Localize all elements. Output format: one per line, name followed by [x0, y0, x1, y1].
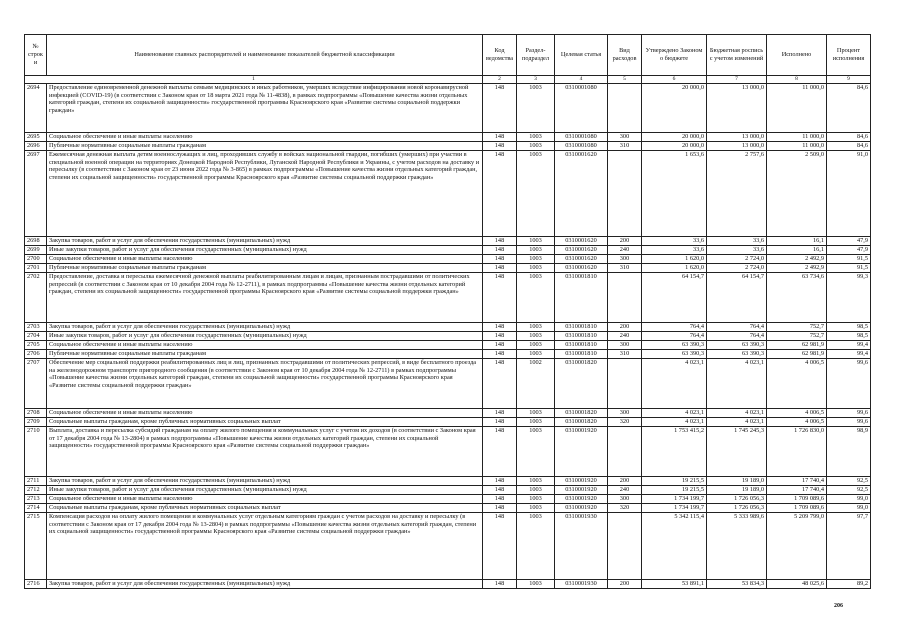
table-row — [25, 427, 871, 477]
row-target-article: 0310001620 — [555, 264, 608, 273]
row-percent: 99,6 — [827, 418, 871, 427]
row-number: 2697 — [25, 151, 47, 237]
row-approved: 4 023,1 — [642, 409, 707, 418]
row-executed: 1 709 089,6 — [767, 495, 827, 504]
row-name: Закупка товаров, работ и услуг для обеспечения государственных (муниципальных) нужд — [47, 477, 483, 486]
row-department-code: 148 — [483, 255, 517, 264]
row-target-article: 0310001920 — [555, 495, 608, 504]
row-executed: 1 726 830,0 — [767, 427, 827, 477]
row-executed: 752,7 — [767, 323, 827, 332]
table-row — [25, 264, 871, 273]
row-approved: 19 215,5 — [642, 477, 707, 486]
row-department-code: 148 — [483, 477, 517, 486]
row-number: 2712 — [25, 486, 47, 495]
row-number: 2707 — [25, 359, 47, 409]
column-number: 8 — [767, 76, 827, 84]
row-percent: 99,6 — [827, 409, 871, 418]
row-number: 2700 — [25, 255, 47, 264]
row-section: 1003 — [517, 495, 555, 504]
row-budget: 5 333 989,6 — [707, 513, 767, 580]
row-section: 1003 — [517, 580, 555, 589]
row-expense-type: 200 — [608, 323, 642, 332]
row-name: Социальные выплаты гражданам, кроме публичных нормативных социальных выплат — [47, 504, 483, 513]
row-executed: 4 006,5 — [767, 409, 827, 418]
row-department-code: 148 — [483, 84, 517, 133]
row-number: 2713 — [25, 495, 47, 504]
page-number: 206 — [834, 603, 843, 609]
row-executed: 2 509,0 — [767, 151, 827, 237]
column-number: 6 — [642, 76, 707, 84]
row-department-code: 148 — [483, 273, 517, 323]
column-number: 7 — [707, 76, 767, 84]
row-percent: 99,0 — [827, 504, 871, 513]
row-expense-type: 310 — [608, 264, 642, 273]
row-expense-type: 310 — [608, 350, 642, 359]
row-department-code: 148 — [483, 142, 517, 151]
row-target-article: 0310001820 — [555, 418, 608, 427]
row-expense-type — [608, 151, 642, 237]
row-budget: 1 745 245,3 — [707, 427, 767, 477]
row-budget: 764,4 — [707, 323, 767, 332]
row-target-article: 0310001810 — [555, 273, 608, 323]
row-number: 2715 — [25, 513, 47, 580]
table-row — [25, 151, 871, 237]
row-executed: 5 209 799,0 — [767, 513, 827, 580]
row-number: 2714 — [25, 504, 47, 513]
row-budget: 53 834,3 — [707, 580, 767, 589]
row-executed: 48 025,6 — [767, 580, 827, 589]
table-row — [25, 486, 871, 495]
row-expense-type — [608, 84, 642, 133]
row-target-article: 0310001620 — [555, 237, 608, 246]
row-percent: 47,9 — [827, 237, 871, 246]
row-executed: 63 734,6 — [767, 273, 827, 323]
row-budget: 33,6 — [707, 237, 767, 246]
row-department-code: 148 — [483, 359, 517, 409]
row-department-code: 148 — [483, 580, 517, 589]
header-name: Наименование главных распорядителей и наименование показателей бюджетной классификации — [47, 35, 483, 76]
row-approved: 1 753 415,2 — [642, 427, 707, 477]
row-number: 2701 — [25, 264, 47, 273]
row-percent: 89,2 — [827, 580, 871, 589]
row-target-article: 0310001810 — [555, 350, 608, 359]
row-name: Публичные нормативные социальные выплаты гражданам — [47, 142, 483, 151]
row-executed: 2 492,9 — [767, 264, 827, 273]
header-section: Раздел-подраздел — [517, 35, 555, 76]
row-executed: 62 981,9 — [767, 350, 827, 359]
row-section: 1003 — [517, 133, 555, 142]
row-executed: 11 000,0 — [767, 142, 827, 151]
row-approved: 764,4 — [642, 332, 707, 341]
row-expense-type: 300 — [608, 409, 642, 418]
row-target-article: 0310001930 — [555, 580, 608, 589]
row-approved: 1 653,6 — [642, 151, 707, 237]
row-name: Социальные выплаты гражданам, кроме публичных нормативных социальных выплат — [47, 418, 483, 427]
row-number: 2695 — [25, 133, 47, 142]
row-name: Выплата, доставка и пересылка субсидий гражданам на оплату жилого помещения и коммунальных услуг с учетом их доходов (в соответствии с Законом края от 17 декабря 2004 года № 13-2804) в рамках подпрограммы «Повышение качества жизни отдельных категорий граждан, степени их социальной защищенности» государственной программы Красноярского края «Развитие системы социальной поддержки граждан» — [47, 427, 483, 477]
row-budget: 19 189,0 — [707, 486, 767, 495]
row-percent: 84,6 — [827, 133, 871, 142]
row-target-article: 0310001620 — [555, 255, 608, 264]
row-expense-type: 320 — [608, 418, 642, 427]
row-budget: 13 000,0 — [707, 142, 767, 151]
row-department-code: 148 — [483, 237, 517, 246]
row-name: Социальное обеспечение и иные выплаты населению — [47, 409, 483, 418]
row-number: 2708 — [25, 409, 47, 418]
column-number: 4 — [555, 76, 608, 84]
row-department-code: 148 — [483, 151, 517, 237]
row-percent: 84,6 — [827, 142, 871, 151]
column-number: 5 — [608, 76, 642, 84]
row-approved: 1 620,0 — [642, 264, 707, 273]
row-percent: 91,5 — [827, 264, 871, 273]
table-row — [25, 341, 871, 350]
row-section: 1003 — [517, 246, 555, 255]
row-approved: 764,4 — [642, 323, 707, 332]
row-executed: 16,1 — [767, 237, 827, 246]
row-section: 1003 — [517, 151, 555, 237]
row-section: 1003 — [517, 255, 555, 264]
row-department-code: 148 — [483, 427, 517, 477]
row-executed: 752,7 — [767, 332, 827, 341]
row-percent: 92,5 — [827, 486, 871, 495]
row-percent: 97,7 — [827, 513, 871, 580]
row-expense-type: 300 — [608, 133, 642, 142]
row-executed: 62 981,9 — [767, 341, 827, 350]
row-name: Публичные нормативные социальные выплаты гражданам — [47, 350, 483, 359]
row-percent: 47,9 — [827, 246, 871, 255]
row-target-article: 0310001620 — [555, 151, 608, 237]
row-target-article: 0310001820 — [555, 359, 608, 409]
row-budget: 63 390,3 — [707, 350, 767, 359]
row-approved: 33,6 — [642, 246, 707, 255]
row-approved: 4 023,1 — [642, 359, 707, 409]
row-percent: 99,3 — [827, 273, 871, 323]
row-executed: 11 000,0 — [767, 133, 827, 142]
row-approved: 64 154,7 — [642, 273, 707, 323]
row-section: 1003 — [517, 237, 555, 246]
header-type: Вид расходов — [608, 35, 642, 76]
row-section: 1003 — [517, 409, 555, 418]
row-percent: 98,9 — [827, 427, 871, 477]
column-number: 9 — [827, 76, 871, 84]
row-department-code: 148 — [483, 409, 517, 418]
row-approved: 19 215,5 — [642, 486, 707, 495]
row-approved: 20 000,0 — [642, 133, 707, 142]
header-target: Целевая статья — [555, 35, 608, 76]
row-name: Социальное обеспечение и иные выплаты населению — [47, 133, 483, 142]
row-percent: 99,4 — [827, 350, 871, 359]
table-row — [25, 323, 871, 332]
row-number: 2694 — [25, 84, 47, 133]
table-row — [25, 350, 871, 359]
row-number: 2703 — [25, 323, 47, 332]
row-department-code: 148 — [483, 504, 517, 513]
row-section: 1003 — [517, 504, 555, 513]
row-approved: 1 734 199,7 — [642, 495, 707, 504]
row-department-code: 148 — [483, 341, 517, 350]
table-row — [25, 237, 871, 246]
row-section: 1003 — [517, 341, 555, 350]
row-percent: 99,0 — [827, 495, 871, 504]
row-target-article: 0310001080 — [555, 142, 608, 151]
row-percent: 91,5 — [827, 255, 871, 264]
row-expense-type: 200 — [608, 237, 642, 246]
row-budget: 13 000,0 — [707, 84, 767, 133]
row-executed: 17 740,4 — [767, 486, 827, 495]
row-department-code: 148 — [483, 418, 517, 427]
row-expense-type: 300 — [608, 255, 642, 264]
row-target-article: 0310001920 — [555, 504, 608, 513]
row-number: 2704 — [25, 332, 47, 341]
row-budget: 2 724,0 — [707, 264, 767, 273]
table-header — [25, 35, 871, 76]
row-number: 2709 — [25, 418, 47, 427]
row-target-article: 0310001810 — [555, 332, 608, 341]
row-expense-type: 200 — [608, 580, 642, 589]
row-budget: 13 000,0 — [707, 133, 767, 142]
row-budget: 19 189,0 — [707, 477, 767, 486]
table-row — [25, 84, 871, 133]
row-section: 1003 — [517, 264, 555, 273]
column-number: 3 — [517, 76, 555, 84]
row-approved: 53 891,1 — [642, 580, 707, 589]
header-percent: Процент исполнения — [827, 35, 871, 76]
row-executed: 2 492,9 — [767, 255, 827, 264]
row-percent: 99,4 — [827, 341, 871, 350]
row-expense-type: 320 — [608, 504, 642, 513]
row-executed: 16,1 — [767, 246, 827, 255]
row-target-article: 0310001080 — [555, 84, 608, 133]
column-number: 2 — [483, 76, 517, 84]
row-section: 1003 — [517, 323, 555, 332]
row-target-article: 0310001620 — [555, 246, 608, 255]
row-section: 1003 — [517, 273, 555, 323]
row-expense-type: 240 — [608, 332, 642, 341]
row-section: 1003 — [517, 477, 555, 486]
table-row — [25, 477, 871, 486]
row-budget: 4 023,1 — [707, 359, 767, 409]
table-row — [25, 142, 871, 151]
row-department-code: 148 — [483, 495, 517, 504]
row-budget: 1 726 056,3 — [707, 504, 767, 513]
row-name: Социальное обеспечение и иные выплаты населению — [47, 341, 483, 350]
row-department-code: 148 — [483, 486, 517, 495]
table-row — [25, 255, 871, 264]
row-number: 2696 — [25, 142, 47, 151]
table-row — [25, 332, 871, 341]
row-section: 1003 — [517, 486, 555, 495]
row-department-code: 148 — [483, 264, 517, 273]
row-section: 1003 — [517, 427, 555, 477]
row-number: 2710 — [25, 427, 47, 477]
row-target-article: 0310001930 — [555, 513, 608, 580]
row-expense-type: 300 — [608, 341, 642, 350]
row-percent: 91,0 — [827, 151, 871, 237]
row-expense-type — [608, 513, 642, 580]
row-department-code: 148 — [483, 332, 517, 341]
row-section: 1003 — [517, 84, 555, 133]
table-row — [25, 495, 871, 504]
column-number-row — [25, 76, 871, 84]
column-number: 1 — [25, 76, 483, 84]
row-percent: 92,5 — [827, 477, 871, 486]
row-name: Публичные нормативные социальные выплаты гражданам — [47, 264, 483, 273]
table-row — [25, 504, 871, 513]
row-approved: 5 342 115,4 — [642, 513, 707, 580]
row-section: 1003 — [517, 332, 555, 341]
row-expense-type: 200 — [608, 477, 642, 486]
row-approved: 20 000,0 — [642, 84, 707, 133]
row-department-code: 148 — [483, 323, 517, 332]
row-budget: 2 757,6 — [707, 151, 767, 237]
row-department-code: 148 — [483, 246, 517, 255]
row-section: 1003 — [517, 418, 555, 427]
row-name: Иные закупки товаров, работ и услуг для обеспечения государственных (муниципальных) нужд — [47, 486, 483, 495]
header-no: № строки — [25, 35, 47, 76]
budget-table — [24, 34, 871, 589]
row-percent: 98,5 — [827, 332, 871, 341]
row-budget: 764,4 — [707, 332, 767, 341]
header-code: Код ведомства — [483, 35, 517, 76]
row-name: Иные закупки товаров, работ и услуг для обеспечения государственных (муниципальных) нужд — [47, 246, 483, 255]
row-department-code: 148 — [483, 133, 517, 142]
header-executed: Исполнено — [767, 35, 827, 76]
row-section: 1003 — [517, 142, 555, 151]
row-number: 2698 — [25, 237, 47, 246]
row-expense-type: 240 — [608, 246, 642, 255]
row-approved: 33,6 — [642, 237, 707, 246]
header-budget: Бюджетная роспись с учетом изменений — [707, 35, 767, 76]
row-percent: 84,6 — [827, 84, 871, 133]
table-row — [25, 133, 871, 142]
row-executed: 17 740,4 — [767, 477, 827, 486]
row-expense-type — [608, 273, 642, 323]
row-expense-type: 240 — [608, 486, 642, 495]
table-row — [25, 580, 871, 589]
row-name: Компенсация расходов на оплату жилого помещения и коммунальных услуг отдельным категориям граждан с учетом расходов на доставку и пересылку (в соответствии с Законом края от 17 декабря 2004 года № 13-2804) в рамках подпрограммы «Повышение качества жизни отдельных категорий граждан, степени их социальной защищенности» государственной программы Красноярского края «Развитие системы социальной поддержки граждан» — [47, 513, 483, 580]
table-row — [25, 513, 871, 580]
row-expense-type — [608, 359, 642, 409]
table-body — [25, 84, 871, 589]
row-target-article: 0310001810 — [555, 341, 608, 350]
row-budget: 1 726 056,3 — [707, 495, 767, 504]
row-name: Предоставление, доставка и пересылка ежемесячной денежной выплаты реабилитированным лицам и лицам, признанным пострадавшими от политических репрессий (в соответствии с Законом края от 10 декабря 2004 года № 12-2711), в рамках подпрограммы «Повышение качества жизни отдельных категорий граждан, степени их социальной защищенности» государственной программы Красноярского края «Развитие системы социальной поддержки граждан» — [47, 273, 483, 323]
row-budget: 63 390,3 — [707, 341, 767, 350]
row-expense-type: 310 — [608, 142, 642, 151]
row-number: 2711 — [25, 477, 47, 486]
row-section: 1003 — [517, 350, 555, 359]
table-row — [25, 246, 871, 255]
row-name: Обеспечение мер социальной поддержки реабилитированных лиц и лиц, признанных пострадавшими от политических репрессий, в виде бесплатного проезда на железнодорожном транспорте пригородного сообщения (в соответствии с Законом края от 10 декабря 2004 года № 12-2711) в рамках подпрограммы «Повышение качества жизни отдельных категорий граждан, степени их социальной защищенности» государственной программы Красноярского края «Развитие системы социальной поддержки граждан» — [47, 359, 483, 409]
table-row — [25, 273, 871, 323]
row-approved: 20 000,0 — [642, 142, 707, 151]
row-expense-type — [608, 427, 642, 477]
row-section: 1003 — [517, 513, 555, 580]
row-target-article: 0310001920 — [555, 427, 608, 477]
row-section: 1002 — [517, 359, 555, 409]
row-name: Предоставление единовременной денежной выплаты семьям медицинских и иных работников, умерших вследствие инфицирования новой коронавирусной инфекцией (COVID-19) (в соответствии с Законом края от 18 марта 2021 года № 11-4838), в рамках подпрограммы «Повышение качества жизни отдельных категорий граждан, степени их социальной защищенности» государственной программы Красноярского края «Развитие системы социальной поддержки граждан» — [47, 84, 483, 133]
row-target-article: 0310001920 — [555, 486, 608, 495]
table-row — [25, 409, 871, 418]
row-approved: 63 390,3 — [642, 350, 707, 359]
row-approved: 63 390,3 — [642, 341, 707, 350]
row-target-article: 0310001920 — [555, 477, 608, 486]
row-name: Социальное обеспечение и иные выплаты населению — [47, 495, 483, 504]
row-department-code: 148 — [483, 350, 517, 359]
row-name: Закупка товаров, работ и услуг для обеспечения государственных (муниципальных) нужд — [47, 237, 483, 246]
row-name: Социальное обеспечение и иные выплаты населению — [47, 255, 483, 264]
header-approved: Утверждено Законом о бюджете — [642, 35, 707, 76]
row-executed: 4 006,5 — [767, 418, 827, 427]
row-budget: 64 154,7 — [707, 273, 767, 323]
row-number: 2716 — [25, 580, 47, 589]
row-budget: 4 023,1 — [707, 409, 767, 418]
row-executed: 4 006,5 — [767, 359, 827, 409]
row-name: Закупка товаров, работ и услуг для обеспечения государственных (муниципальных) нужд — [47, 580, 483, 589]
row-number: 2705 — [25, 341, 47, 350]
row-department-code: 148 — [483, 513, 517, 580]
row-budget: 33,6 — [707, 246, 767, 255]
row-target-article: 0310001080 — [555, 133, 608, 142]
row-executed: 11 000,0 — [767, 84, 827, 133]
row-approved: 1 734 199,7 — [642, 504, 707, 513]
row-name: Иные закупки товаров, работ и услуг для обеспечения государственных (муниципальных) нужд — [47, 332, 483, 341]
row-budget: 4 023,1 — [707, 418, 767, 427]
row-name: Ежемесячная денежная выплата детям военнослужащих и лиц, проходивших службу в войсках национальной гвардии, погибших (умерших) при участии в специальной военной операции на территориях Донецкой Народной Республики, Луганской Народной Республики и Украины, с учетом расходов на доставку и пересылку (в соответствии с Законом края от 23 июня 2022 года № 3-865) в рамках подпрограммы «Повышение качества жизни отдельных категорий граждан, степени их социальной защищенности» государственной программы Красноярского края «Развитие системы социальной поддержки граждан» — [47, 151, 483, 237]
row-executed: 1 709 089,6 — [767, 504, 827, 513]
row-percent: 99,6 — [827, 359, 871, 409]
row-number: 2706 — [25, 350, 47, 359]
table-row — [25, 359, 871, 409]
row-percent: 98,5 — [827, 323, 871, 332]
row-target-article: 0310001810 — [555, 323, 608, 332]
row-target-article: 0310001820 — [555, 409, 608, 418]
table-row — [25, 418, 871, 427]
row-approved: 1 620,0 — [642, 255, 707, 264]
row-budget: 2 724,0 — [707, 255, 767, 264]
row-number: 2702 — [25, 273, 47, 323]
row-approved: 4 023,1 — [642, 418, 707, 427]
row-expense-type: 300 — [608, 495, 642, 504]
row-name: Закупка товаров, работ и услуг для обеспечения государственных (муниципальных) нужд — [47, 323, 483, 332]
row-number: 2699 — [25, 246, 47, 255]
